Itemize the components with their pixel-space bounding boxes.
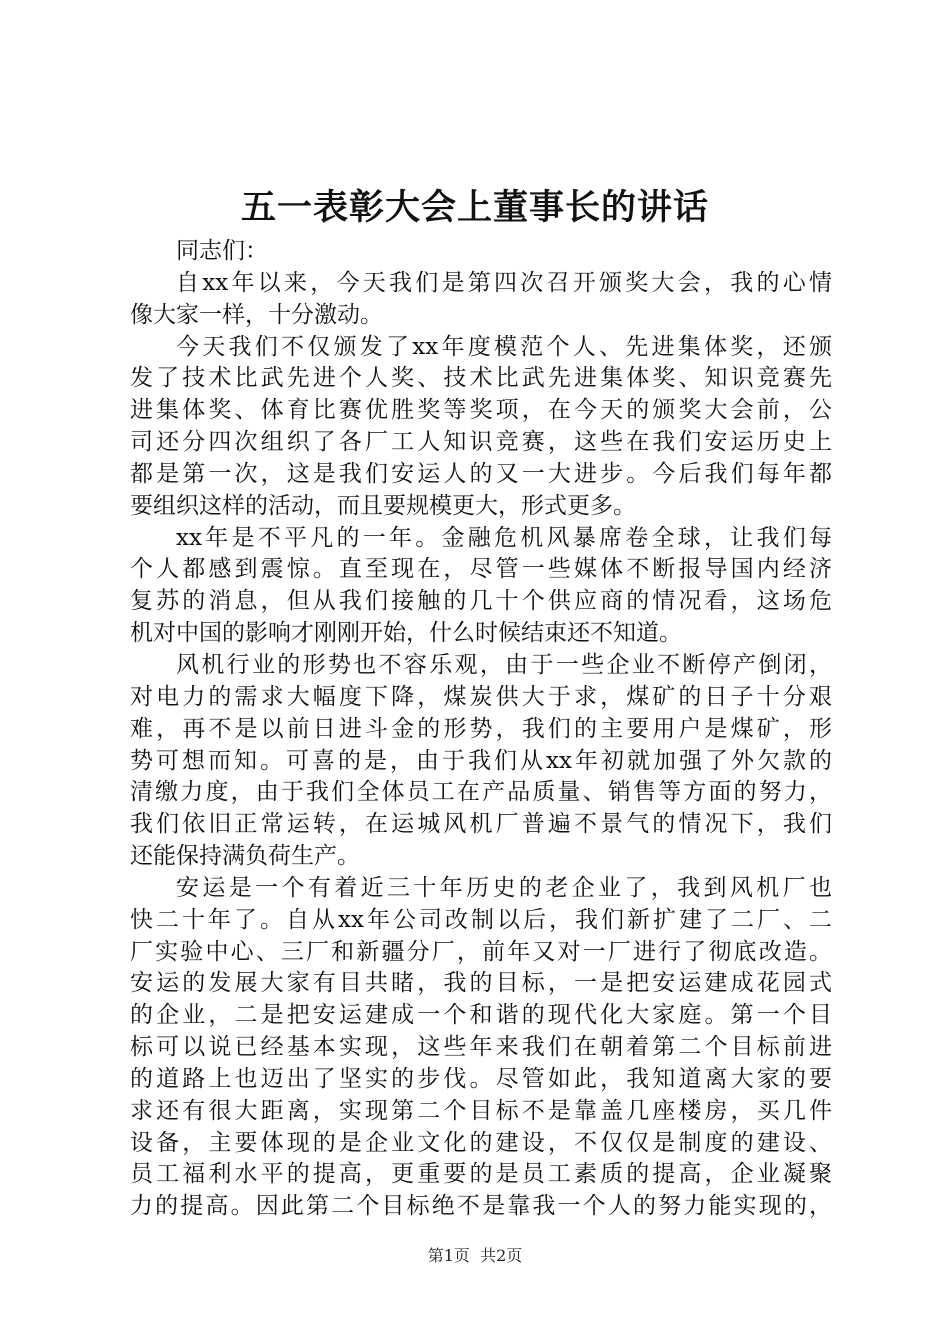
text-line: 机对中国的影响才刚刚开始，什么时候结束还不知道。 <box>130 620 682 647</box>
text-line: 快二十年了。自从xx年公司改制以后，我们新扩建了二厂、二 <box>130 906 832 933</box>
text-line: 司还分四次组织了各厂工人知识竞赛，这些在我们安运历史上 <box>130 429 832 456</box>
page-footer <box>0 1244 950 1268</box>
text-line: 还能保持满负荷生产。 <box>130 843 360 870</box>
text-line: 像大家一样，十分激动。 <box>130 301 383 328</box>
text-line: 力的提高。因此第二个目标绝不是靠我一个人的努力能实现的， <box>130 1193 832 1220</box>
text-line: 要组织这样的活动，而且要规模更大，形式更多。 <box>130 492 636 519</box>
text-line: xx年是不平凡的一年。金融危机风暴席卷全球，让我们每 <box>176 524 832 551</box>
text-line: 今天我们不仅颁发了xx年度模范个人、先进集体奖，还颁 <box>176 333 832 360</box>
text-line: 的道路上也迈出了坚实的步伐。尽管如此，我知道离大家的要 <box>130 1065 832 1092</box>
text-line: 自xx年以来，今天我们是第四次召开颁奖大会，我的心情 <box>176 269 832 296</box>
text-line: 求还有很大距离，实现第二个目标不是靠盖几座楼房，买几件 <box>130 1097 832 1124</box>
text-line: 设备，主要体现的是企业文化的建设，不仅仅是制度的建设、 <box>130 1129 832 1156</box>
text-line: 同志们： <box>176 238 268 264</box>
text-line: 风机行业的形势也不容乐观，由于一些企业不断停产倒闭， <box>176 651 832 678</box>
text-line: 的企业，二是把安运建成一个和谐的现代化大家庭。第一个目 <box>130 1002 832 1029</box>
text-line: 安运是一个有着近三十年历史的老企业了，我到风机厂也 <box>176 874 832 901</box>
text-line: 标可以说已经基本实现，这些年来我们在朝着第二个目标前进 <box>130 1034 832 1061</box>
text-line: 员工福利水平的提高，更重要的是员工素质的提高，企业凝聚 <box>130 1161 832 1188</box>
text-line: 我们依旧正常运转，在运城风机厂普遍不景气的情况下，我们 <box>130 811 832 838</box>
text-line: 复苏的消息，但从我们接触的几十个供应商的情况看，这场危 <box>130 588 832 615</box>
page-number: 第1页 共2页 <box>427 1246 523 1265</box>
text-line: 清缴力度，由于我们全体员工在产品质量、销售等方面的努力， <box>130 779 832 806</box>
text-line: 厂实验中心、三厂和新疆分厂，前年又对一厂进行了彻底改造。 <box>130 938 832 965</box>
text-line: 发了技术比武先进个人奖、技术比武先进集体奖、知识竞赛先 <box>130 365 832 392</box>
text-line: 进集体奖、体育比赛优胜奖等奖项，在今天的颁奖大会前，公 <box>130 397 832 424</box>
text-line: 难，再不是以前日进斗金的形势，我们的主要用户是煤矿，形 <box>130 715 832 742</box>
text-line: 都是第一次，这是我们安运人的又一大进步。今后我们每年都 <box>130 460 832 487</box>
text-line: 个人都感到震惊。直至现在，尽管一些媒体不断报导国内经济 <box>130 556 832 583</box>
text-line: 势可想而知。可喜的是，由于我们从xx年初就加强了外欠款的 <box>130 747 832 774</box>
document-title: 五一表彰大会上董事长的讲话 <box>240 187 709 228</box>
document-body <box>130 236 832 1223</box>
text-line: 安运的发展大家有目共睹，我的目标，一是把安运建成花园式 <box>130 970 832 997</box>
text-line: 对电力的需求大幅度下降，煤炭供大于求，煤矿的日子十分艰 <box>130 683 832 710</box>
